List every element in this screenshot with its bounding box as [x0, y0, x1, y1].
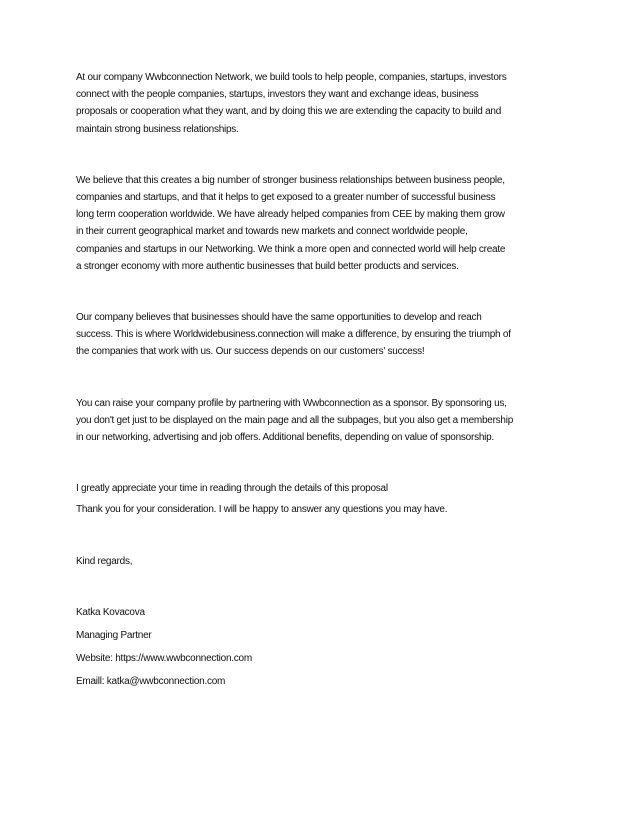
text-line: maintain strong business relationships.	[76, 123, 239, 135]
text-line: proposals or cooperation what they want, and by doing this we are extending the capacity to build and	[76, 106, 502, 118]
signature-email: Emaill: katka@wwbconnection.com	[76, 676, 226, 688]
paragraph-opportunities	[76, 309, 571, 361]
thanks-line: Thank you for your consideration. I will be happy to answer any questions you may have.	[76, 504, 448, 516]
text-line: You can raise your company profile by partnering with Wwbconnection as a sponsor. By sponsoring us,	[76, 397, 507, 409]
text-line: success. This is where Worldwidebusiness.connection will make a difference, by ensuring the triumph of	[76, 329, 511, 341]
signature-name: Katka Kovacova	[76, 606, 145, 618]
signature-website: Website: https://www.wwbconnection.com	[76, 653, 252, 665]
letter-body	[76, 69, 571, 697]
text-line: in our networking, advertising and job offers. Additional benefits, depending on value of sponsorship.	[76, 432, 494, 444]
text-line: connect with the people companies, startups, investors they want and exchange ideas, business	[76, 89, 479, 101]
text-line: Our company believes that businesses should have the same opportunities to develop and reach	[76, 312, 482, 324]
text-line: the companies that work with us. Our success depends on our customers' success!	[76, 346, 425, 358]
paragraph-belief	[76, 172, 571, 275]
text-line: companies and startups in our Networking. We think a more open and connected world will help create	[76, 243, 506, 255]
text-line: companies and startups, and that it helps to get exposed to a greater number of successful business	[76, 192, 496, 204]
signature-title: Managing Partner	[76, 630, 152, 642]
text-line: a stronger economy with more authentic businesses that build better products and services.	[76, 260, 459, 272]
paragraph-intro	[76, 69, 571, 138]
text-line: long term cooperation worldwide. We have already helped companies from CEE by making them grow	[76, 209, 505, 221]
closing-line: Kind regards,	[76, 555, 133, 567]
text-line: in their current geographical market and towards new markets and connect worldwide people,	[76, 226, 468, 238]
text-line: you don't get just to be displayed on the main page and all the subpages, but you also get a membership	[76, 414, 514, 426]
text-line: We believe that this creates a big number of stronger business relationships between business people,	[76, 174, 505, 186]
appreciation-line: I greatly appreciate your time in reading through the details of this proposal	[76, 483, 388, 495]
paragraph-sponsorship	[76, 395, 571, 447]
text-line: At our company Wwbconnection Network, we build tools to help people, companies, startups, investors	[76, 72, 507, 83]
